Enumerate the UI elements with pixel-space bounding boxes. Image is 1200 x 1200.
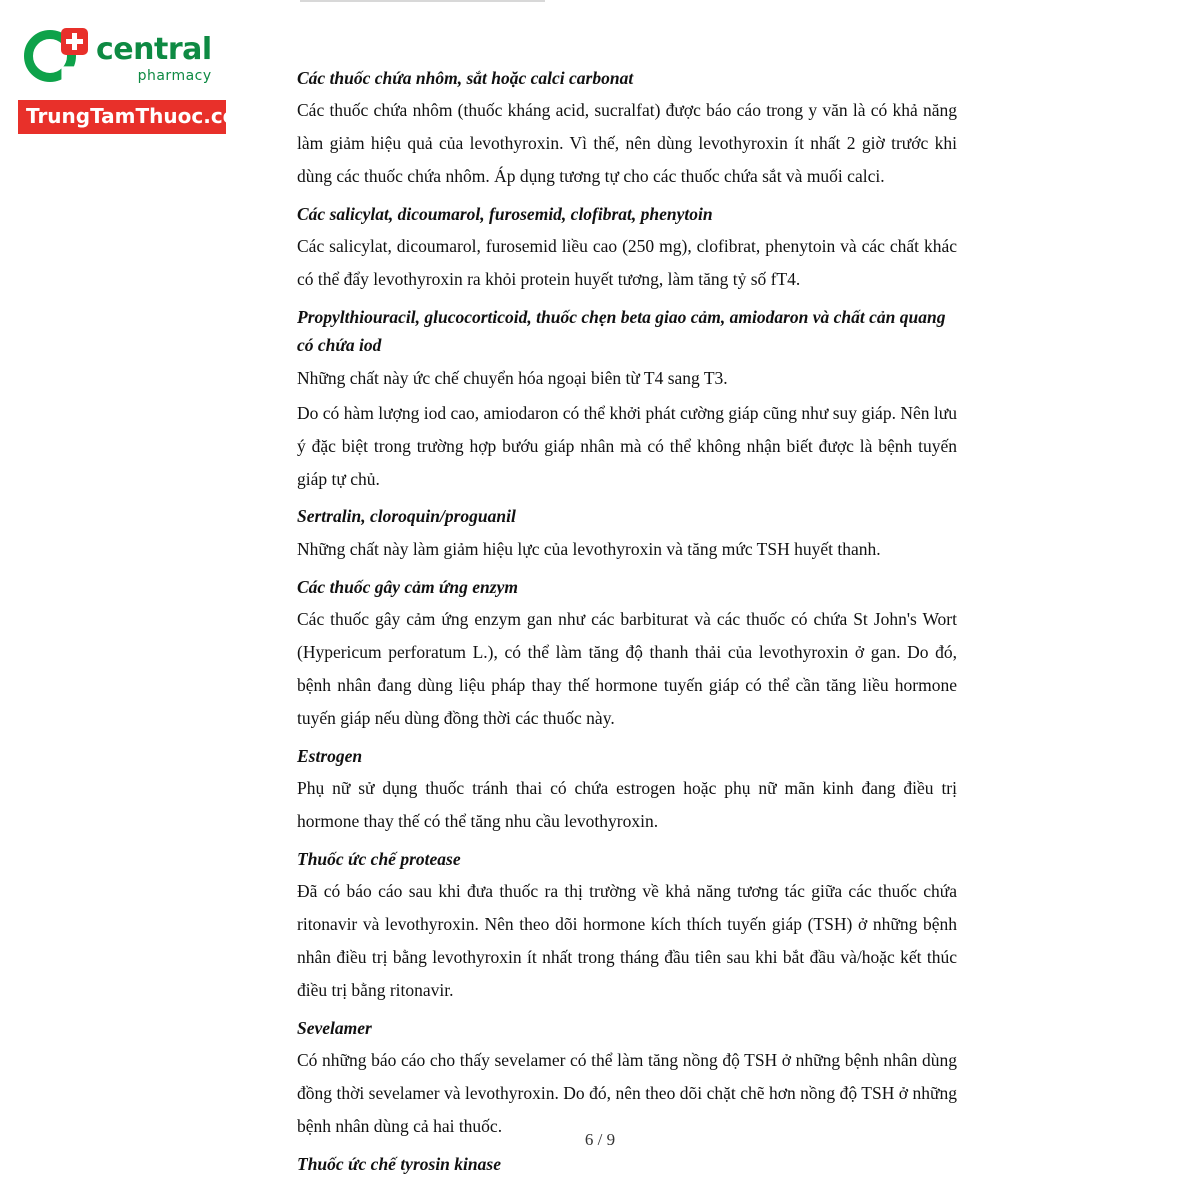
section-heading: Propylthiouracil, glucocorticoid, thuốc chẹn beta giao cảm, amiodaron và chất cản quang có chứa iod xyxy=(297,307,946,356)
brand-wordmark xyxy=(96,32,212,84)
section-paragraph: Các salicylat, dicoumarol, furosemid liều cao (250 mg), clofibrat, phenytoin và các chất khác có thể đẩy levothyroxin ra khỏi protein huyết tương, làm tăng tỷ số fT4. xyxy=(297,236,957,290)
brand-logo xyxy=(18,28,268,90)
page-edge-artifact xyxy=(300,0,545,2)
section-paragraph: Các thuốc gây cảm ứng enzym gan như các barbiturat và các thuốc có chứa St John's Wort (Hypericum perforatum L.), có thể làm tăng độ thanh thải của levothyroxin ở gan. Do đó, bệnh nhân đang dùng liệu pháp thay thế hormone tuyến giáp có thể cần tăng liều hormone tuyến giáp nếu dùng đồng thời các thuốc này. xyxy=(297,608,957,728)
section-paragraph: Đã có báo cáo sau khi đưa thuốc ra thị trường về khả năng tương tác giữa các thuốc chứa ritonavir và levothyroxin. Nên theo dõi hormone kích thích tuyến giáp (TSH) ở những bệnh nhân điều trị bằng levothyroxin ít nhất trong tháng đầu tiên sau khi bắt đầu và/hoặc kết thúc điều trị bằng ritonavir. xyxy=(297,881,957,1000)
section-heading: Các thuốc gây cảm ứng enzym xyxy=(297,576,518,597)
section-heading: Sertralin, cloroquin/proguanil xyxy=(297,506,516,527)
pharmacy-cross-icon xyxy=(24,28,86,90)
section-paragraph: Do có hàm lượng iod cao, amiodaron có thể khởi phát cường giáp cũng như suy giáp. Nên lưu ý đặc biệt trong trường hợp bướu giáp nhân mà có thể không nhận biết được là bệnh tuyến giáp tự chủ. xyxy=(297,402,957,489)
section-heading: Các salicylat, dicoumarol, furosemid, clofibrat, phenytoin xyxy=(297,204,713,225)
section-heading: Các thuốc chứa nhôm, sắt hoặc calci carbonat xyxy=(297,68,634,88)
section-paragraph: Có những báo cáo cho thấy sevelamer có thể làm tăng nồng độ TSH ở những bệnh nhân dùng đồng thời sevelamer và levothyroxin. Do đó, nên theo dõi chặt chẽ hơn nồng độ TSH ở những bệnh nhân dùng cả hai thuốc. xyxy=(297,1049,957,1136)
section-heading: Estrogen xyxy=(297,745,363,766)
section-paragraph: Những chất này làm giảm hiệu lực của levothyroxin và tăng mức TSH huyết thanh. xyxy=(297,538,881,559)
section-heading: Sevelamer xyxy=(297,1017,372,1038)
document-body xyxy=(297,64,957,1180)
site-watermark xyxy=(18,28,268,134)
section-paragraph: Những chất này ức chế chuyển hóa ngoại biên từ T4 sang T3. xyxy=(297,367,728,388)
section-heading: Thuốc ức chế tyrosin kinase xyxy=(297,1153,501,1174)
page-number: 6 / 9 xyxy=(584,1130,616,1149)
section-paragraph: Các thuốc chứa nhôm (thuốc kháng acid, sucralfat) được báo cáo trong y văn là có khả năng làm giảm hiệu quả của levothyroxin. Vì thế, nên dùng levothyroxin ít nhất 2 giờ trước khi dùng các thuốc chứa nhôm. Áp dụng tương tự cho các thuốc chứa sắt và muối calci. xyxy=(297,100,957,187)
brand-subtitle: pharmacy xyxy=(137,68,212,84)
section-heading: Thuốc ức chế protease xyxy=(297,848,461,869)
site-url-banner: TrungTamThuoc.com xyxy=(18,100,226,134)
brand-name: central xyxy=(96,32,212,67)
section-paragraph: Phụ nữ sử dụng thuốc tránh thai có chứa estrogen hoặc phụ nữ mãn kinh đang điều trị hormone thay thế có thể tăng nhu cầu levothyroxin. xyxy=(297,777,957,831)
